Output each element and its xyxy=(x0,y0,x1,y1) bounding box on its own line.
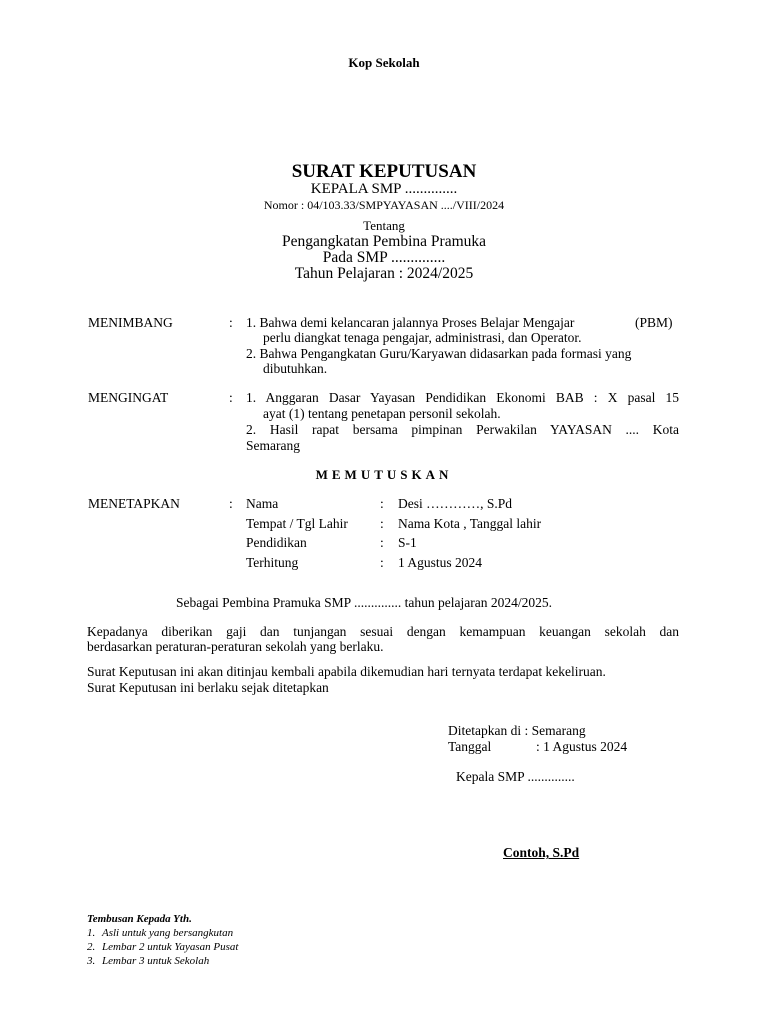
menimbang-colon: : xyxy=(229,315,233,330)
menimbang-item-1-line-2: perlu diangkat tenaga pengajar, administrasi, dan Operator. xyxy=(263,330,582,345)
menimbang-item-2-line-2: dibutuhkan. xyxy=(263,361,328,376)
cc-item-number: 1. xyxy=(87,927,96,939)
field-separator: : xyxy=(380,535,384,550)
memutuskan-heading: MEMUTUSKAN xyxy=(315,467,453,482)
field-value: S-1 xyxy=(398,535,417,550)
about-line-2: Pada SMP .............. xyxy=(322,249,446,266)
paragraph-salary-line-2: berdasarkan peraturan-peraturan sekolah yang berlaku. xyxy=(87,639,384,654)
mengingat-item-1-line-1: 1. Anggaran Dasar Yayasan Pendidikan Ekonomi BAB : X pasal 15 xyxy=(246,390,679,405)
signatory-name: Contoh, S.Pd xyxy=(503,845,580,860)
signature-position: Kepala SMP .............. xyxy=(456,769,575,784)
cc-item xyxy=(87,927,234,939)
field-value: Nama Kota , Tanggal lahir xyxy=(398,516,542,531)
field-value: Desi …………, S.Pd xyxy=(398,496,513,511)
cc-item xyxy=(87,955,210,967)
appointment-statement: Sebagai Pembina Pramuka SMP .............. tahun pelajaran 2024/2025. xyxy=(176,595,552,610)
menimbang-item-1-pbm: (PBM) xyxy=(635,315,673,330)
field-label: Tempat / Tgl Lahir xyxy=(246,516,348,531)
field-label: Nama xyxy=(246,496,279,511)
document-title: SURAT KEPUTUSAN xyxy=(291,161,477,182)
field-separator: : xyxy=(380,555,384,570)
paragraph-salary-line-1: Kepadanya diberikan gaji dan tunjangan sesuai dengan kemampuan keuangan sekolah dan xyxy=(87,624,679,639)
field-separator: : xyxy=(380,496,384,511)
document-issuer: KEPALA SMP .............. xyxy=(310,181,458,197)
cc-heading: Tembusan Kepada Yth. xyxy=(87,913,192,925)
mengingat-item-1-line-2: ayat (1) tentang penetapan personil sekolah. xyxy=(263,406,501,421)
signature-date-label: Tanggal xyxy=(448,739,492,754)
about-label: Tentang xyxy=(363,218,405,233)
field-label: Pendidikan xyxy=(246,535,307,550)
cc-item-text: Lembar 3 untuk Sekolah xyxy=(102,955,210,967)
cc-item-number: 3. xyxy=(87,955,96,967)
paragraph-review-line-2: Surat Keputusan ini berlaku sejak ditetapkan xyxy=(87,680,329,695)
menimbang-label: MENIMBANG xyxy=(88,315,173,330)
mengingat-item-2-line-1: 2. Hasil rapat bersama pimpinan Perwakilan YAYASAN .... Kota xyxy=(246,422,679,437)
signature-place: Ditetapkan di : Semarang xyxy=(448,723,586,738)
field-value: 1 Agustus 2024 xyxy=(398,555,483,570)
menimbang-item-2-line-1: 2. Bahwa Pengangkatan Guru/Karyawan didasarkan pada formasi yang xyxy=(246,346,632,361)
about-line-3: Tahun Pelajaran : 2024/2025 xyxy=(294,265,474,282)
mengingat-colon: : xyxy=(229,390,233,405)
cc-item-number: 2. xyxy=(87,941,96,953)
menetapkan-colon: : xyxy=(229,496,233,511)
letterhead-placeholder: Kop Sekolah xyxy=(348,55,420,70)
paragraph-review-line-1: Surat Keputusan ini akan ditinjau kembali apabila dikemudian hari ternyata terdapat kekeliruan. xyxy=(87,664,606,679)
about-line-1: Pengangkatan Pembina Pramuka xyxy=(281,233,487,250)
signature-date-value: : 1 Agustus 2024 xyxy=(536,739,628,754)
cc-item-text: Asli untuk yang bersangkutan xyxy=(102,927,234,939)
document-number: Nomor : 04/103.33/SMPYAYASAN ..../VIII/2024 xyxy=(263,198,505,212)
menimbang-item-1-line-1: 1. Bahwa demi kelancaran jalannya Proses Belajar Mengajar xyxy=(246,315,575,330)
cc-item-text: Lembar 2 untuk Yayasan Pusat xyxy=(102,941,239,953)
cc-item xyxy=(87,941,239,953)
mengingat-item-2-line-2: Semarang xyxy=(246,438,300,453)
field-separator: : xyxy=(380,516,384,531)
menetapkan-label: MENETAPKAN xyxy=(88,496,180,511)
mengingat-label: MENGINGAT xyxy=(88,390,169,405)
field-label: Terhitung xyxy=(246,555,299,570)
